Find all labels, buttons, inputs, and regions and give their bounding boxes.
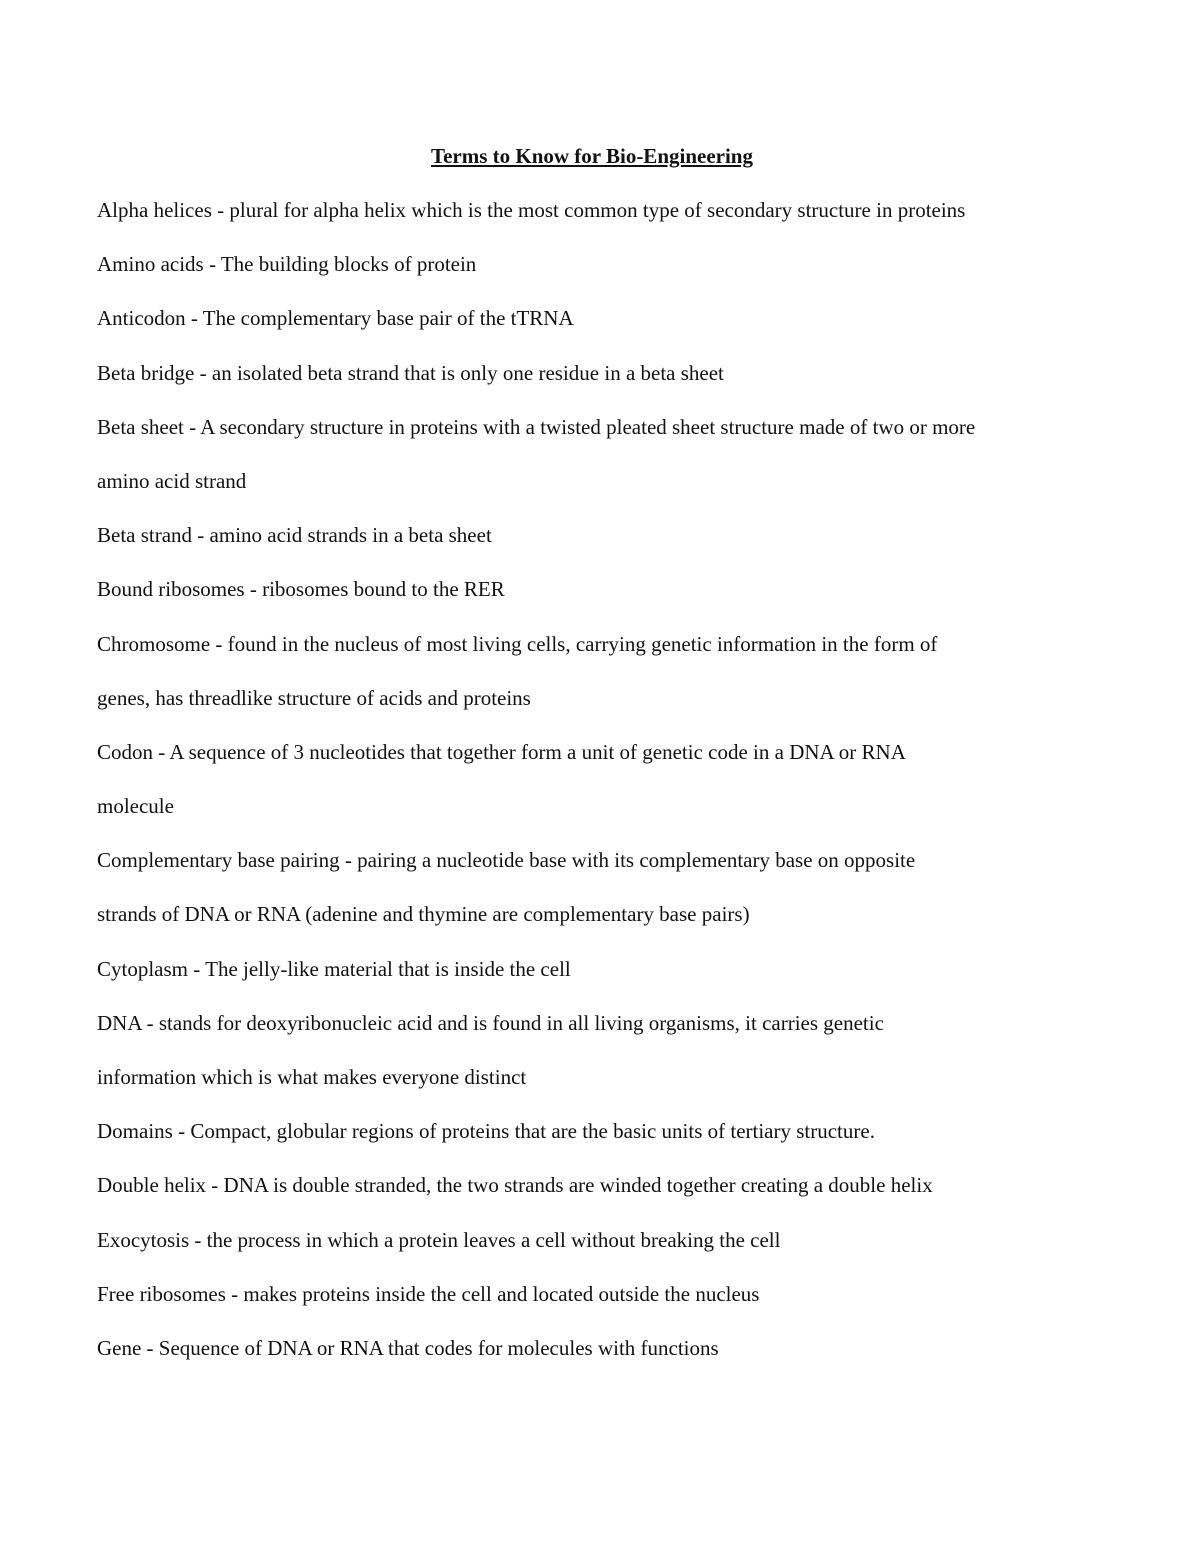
text-line: Gene - Sequence of DNA or RNA that codes for molecules with functions <box>97 1335 719 1360</box>
document-title: Terms to Know for Bio-Engineering <box>430 144 753 168</box>
text-line: Bound ribosomes - ribosomes bound to the RER <box>97 577 505 602</box>
text-line: Exocytosis - the process in which a protein leaves a cell without breaking the cell <box>97 1227 781 1252</box>
text-line: Amino acids - The building blocks of protein <box>97 252 477 277</box>
text-line: information which is what makes everyone distinct <box>97 1065 527 1089</box>
text-line: Double helix - DNA is double stranded, the two strands are winded together creating a double helix <box>97 1173 933 1198</box>
text-line: Cytoplasm - The jelly-like material that is inside the cell <box>97 956 571 981</box>
text-line: Anticodon - The complementary base pair of the tTRNA <box>97 306 574 331</box>
text-line: strands of DNA or RNA (adenine and thymine are complementary base pairs) <box>97 902 750 927</box>
text-line: amino acid strand <box>97 468 247 493</box>
text-line: molecule <box>97 794 174 819</box>
terms-list <box>97 195 1107 1387</box>
text-line: Alpha helices - plural for alpha helix which is the most common type of secondary structure in proteins <box>97 198 966 222</box>
text-line: Domains - Compact, globular regions of proteins that are the basic units of tertiary structure. <box>97 1119 875 1144</box>
text-line: Beta strand - amino acid strands in a beta sheet <box>97 523 492 548</box>
text-line: Chromosome - found in the nucleus of most living cells, carrying genetic information in the form of <box>97 631 938 656</box>
text-line: DNA - stands for deoxyribonucleic acid and is found in all living organisms, it carries genetic <box>97 1010 884 1035</box>
text-line: Beta bridge - an isolated beta strand that is only one residue in a beta sheet <box>97 360 724 385</box>
text-line: Beta sheet - A secondary structure in proteins with a twisted pleated sheet structure made of two or more <box>97 414 976 439</box>
text-line: Free ribosomes - makes proteins inside the cell and located outside the nucleus <box>97 1281 760 1306</box>
text-line: genes, has threadlike structure of acids and proteins <box>97 685 531 710</box>
text-line: Codon - A sequence of 3 nucleotides that together form a unit of genetic code in a DNA or RNA <box>97 739 906 764</box>
text-line: Complementary base pairing - pairing a nucleotide base with its complementary base on opposite <box>97 848 916 873</box>
